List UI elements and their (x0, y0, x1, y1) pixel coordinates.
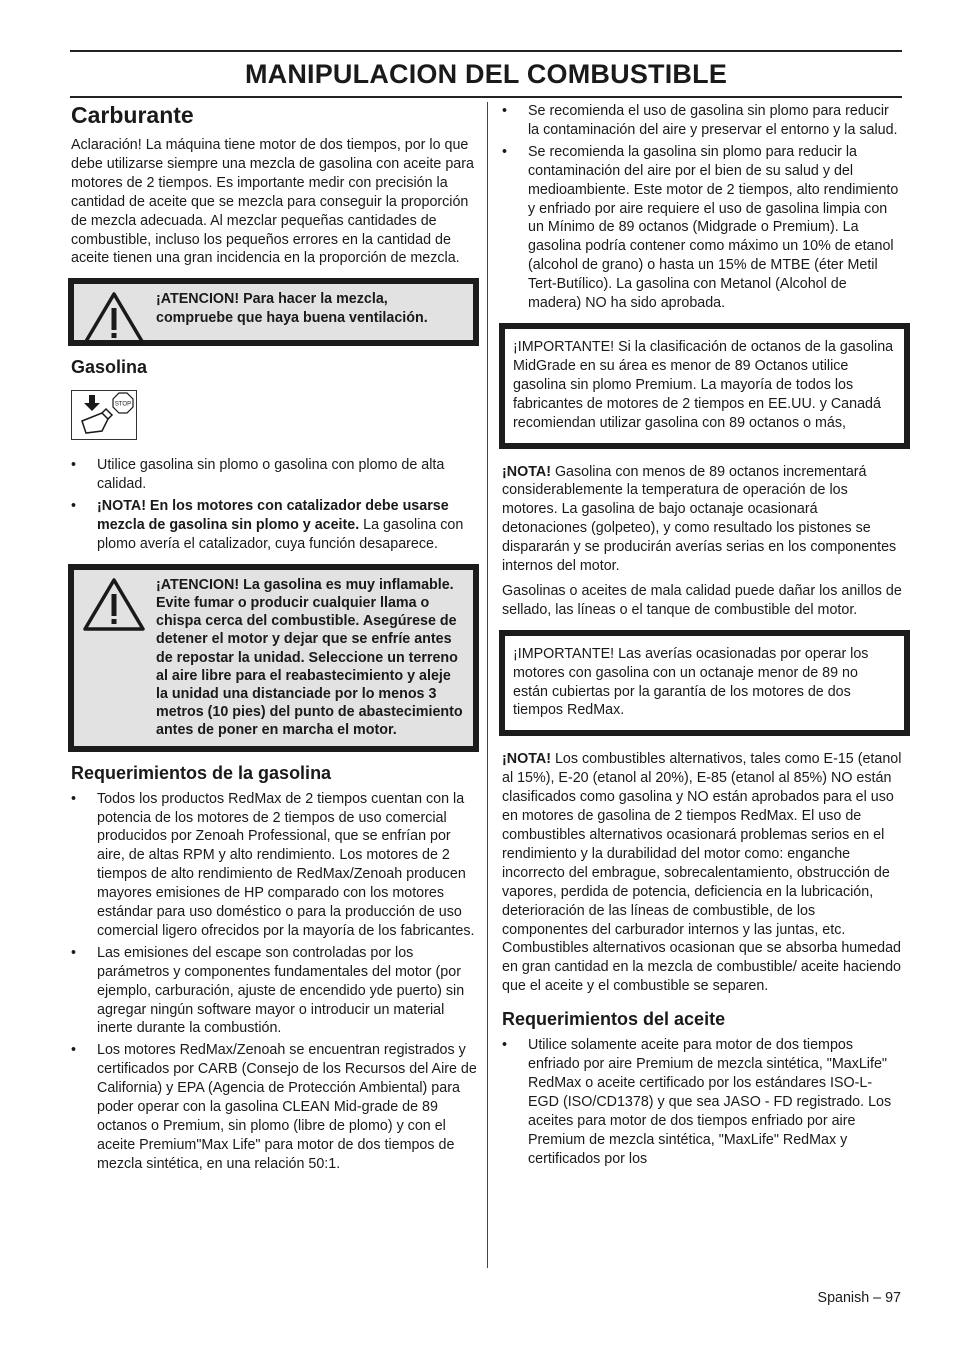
nota-alternative-fuels-paragraph: ¡NOTA! Los combustibles alternativos, tales como E-15 (etanol al 15%), E-20 (etanol al 20%), E-85 (etanol al 85%) NO están clasificados como gasolina y NO están aprobados para el uso en motores de gasolina de 2 tiempos RedMax. El uso de combustibles alternativos ocasionará problemas serios en el rendimiento y la durabilidad del motor como: enganche incorrecto del embrague, sobrecalentamiento, obstrucción de vapores, perdida de potencia, deficiencia en la lubricación, deterioración de las líneas de combustible, de los componentes del carburador internos y las juntas, etc. Combustibles alternativos ocasionan que se absorba humedad en gran cantidad en la mezcla de combustible/ aceite haciendo que el aceite y el combustible se separen. (502, 751, 902, 995)
warning-text: ¡ATENCION! La gasolina es muy inflamable. Evite fumar o producir cualquier llama o chispa cerca del combustible. Asegúrese de detener el motor y dejar que se enfríe antes de repostar la unidad. Seleccione un terreno al aire libre para el reabastecimiento y aleje la unidad una distanciade por lo menos 3 metros (10 pies) del punto de abastecimiento antes de poner en marcha el motor. (156, 576, 463, 739)
list-item: • ¡NOTA! En los motores con catalizador debe usarse mezcla de gasolina sin plomo y aceite. La gasolina con plomo avería el catalizador, cuya función desaparece. (71, 498, 464, 552)
important-text: ¡IMPORTANTE! Las averías ocasionadas por operar los motores con gasolina con un octanaje menor de 89 no están cubiertas por la garantía de los motores de dos tiempos RedMax. (513, 645, 869, 719)
list-item: • Utilice solamente aceite para motor de dos tiempos enfriado por aire Premium de mezcla sintética, "MaxLife" RedMax o aceite certificado por los estándares ISO-L-EGD (ISO/CD1378) y que sea JASO - FD registrado. Los aceites para motor de dos tiempos enfriado por aire Premium de mezcla sintética, "MaxLife" RedMax y certificados por los (502, 1037, 892, 1167)
refuel-stop-engine-icon (71, 390, 137, 440)
intro-paragraph: Aclaración! La máquina tiene motor de dos tiempos, por lo que debe utilizarse siempre una mezcla de gasolina con aceite para motores de 2 tiempos. Es importante medir con precisión la cantidad de aceite que se mezcla para conseguir la proporción de mezcla adecuada. Al mezclar pequeñas cantidades de combustible, incluso los pequeños errores en la cantidad de aceite tienen una gran incidencia en la proporción de mezcla. (71, 137, 474, 267)
page-footer: Spanish – 97 (817, 1290, 901, 1306)
page-title-bar (70, 50, 902, 98)
important-box-warranty (499, 630, 910, 737)
page-title: MANIPULACION DEL COMBUSTIBLE (244, 59, 728, 89)
important-text: ¡IMPORTANTE! Si la clasificación de octanos de la gasolina MidGrade en su área es menor de 89 Octanos utilice gasolina sin plomo Premium. La mayoría de todos los fabricantes de motores de 2 tiempos en EE.UU. y Canadá recomiendan utilizar gasolina con 89 octanos o más, (513, 338, 894, 431)
important-box-octane (499, 323, 910, 449)
list-item: • Utilice gasolina sin plomo o gasolina con plomo de alta calidad. (71, 457, 445, 493)
gasolina-bullet-list (71, 456, 479, 554)
list-item: • Se recomienda la gasolina sin plomo para reducir la contaminación del aire por el bien de su salud y del medioambiente. Este motor de 2 tiempos, alto rendimiento y enfriado por aire requiere el uso de gasolina limpia con un Mínimo de 89 octanos (Midgrade o Premium). La gasolina podría contener como máximo un 10% de etanol (alcohol de grano) o hasta un 15% de MTBE (éter Metil Tert-Butílico). La gasolina con Metanol (Alcohol de madera) NO ha sido aprobada. (502, 143, 899, 312)
warning-box-ventilation (68, 278, 479, 346)
warning-text: ¡ATENCION! Para hacer la mezcla, compruebe que haya buena ventilación. (156, 291, 428, 326)
list-item: • Todos los productos RedMax de 2 tiempos cuentan con la potencia de los motores de 2 tiempos de uso comercial producidos por Zenoah Professional, que se enfrían por aire, de altas RPM y alto rendimiento. Los motores de 2 tiempos de alto rendimiento de RedMax/Zenoah producen mayores emisiones de HP comparado con los motores estándar para uso doméstico o para la producción de uso comercial ligero ofrecidos por la mayoría de los fabricantes. (71, 790, 475, 939)
warning-box-flammable (68, 564, 479, 752)
right-column (502, 102, 902, 1175)
subheading-requerimientos-aceite: Requerimientos del aceite (502, 1009, 726, 1030)
subheading-requerimientos-gasolina: Requerimientos de la gasolina (71, 762, 332, 783)
mala-calidad-paragraph: Gasolinas o aceites de mala calidad puede dañar los anillos de sellado, las líneas o el tanque de combustible del motor. (502, 582, 902, 618)
list-item: • Se recomienda el uso de gasolina sin plomo para reducir la contaminación del aire y preservar el entorno y la salud. (502, 103, 898, 138)
warning-triangle-icon (82, 576, 146, 632)
list-item: • Los motores RedMax/Zenoah se encuentran registrados y certificados por CARB (Consejo de los Recursos del Aire de California) y EPA (Agencia de Protección Ambiental) para poder operar con la gasolina CLEAN Mid-grade de 89 octanos o Premium, sin plomo (libre de plomo) y con el aceite Premium"Max Life" para motor de dos tiempos de mezcla sintética, en una relación 50:1. (71, 1042, 477, 1172)
column-divider (487, 102, 488, 1268)
aceite-bullet-list (502, 1036, 902, 1168)
recomendaciones-bullet-list (502, 102, 902, 313)
section-heading-carburante: Carburante (71, 102, 194, 128)
list-item: • Las emisiones del escape son controladas por los parámetros y componentes fundamentales del motor (por ejemplo, carburación, ajuste de encendido yde puerto) sin agregar ningún software mayor o introducir un material inerte durante la combustión. (71, 944, 465, 1037)
left-column (71, 102, 479, 1180)
warning-triangle-icon (82, 290, 146, 346)
stop-sign-label: STOP (114, 401, 132, 408)
nota-octane-paragraph: ¡NOTA! Gasolina con menos de 89 octanos incrementará considerablemente la temperatura de operación de los motores. La gasolina de bajo octanaje ocasionará detonaciones (golpeteo), y como resultado los pistones se dispararán y se producirán averías serias en los componentes internos del motor. (502, 463, 897, 575)
requerimientos-bullet-list (71, 790, 479, 1174)
subheading-gasolina: Gasolina (71, 357, 148, 378)
